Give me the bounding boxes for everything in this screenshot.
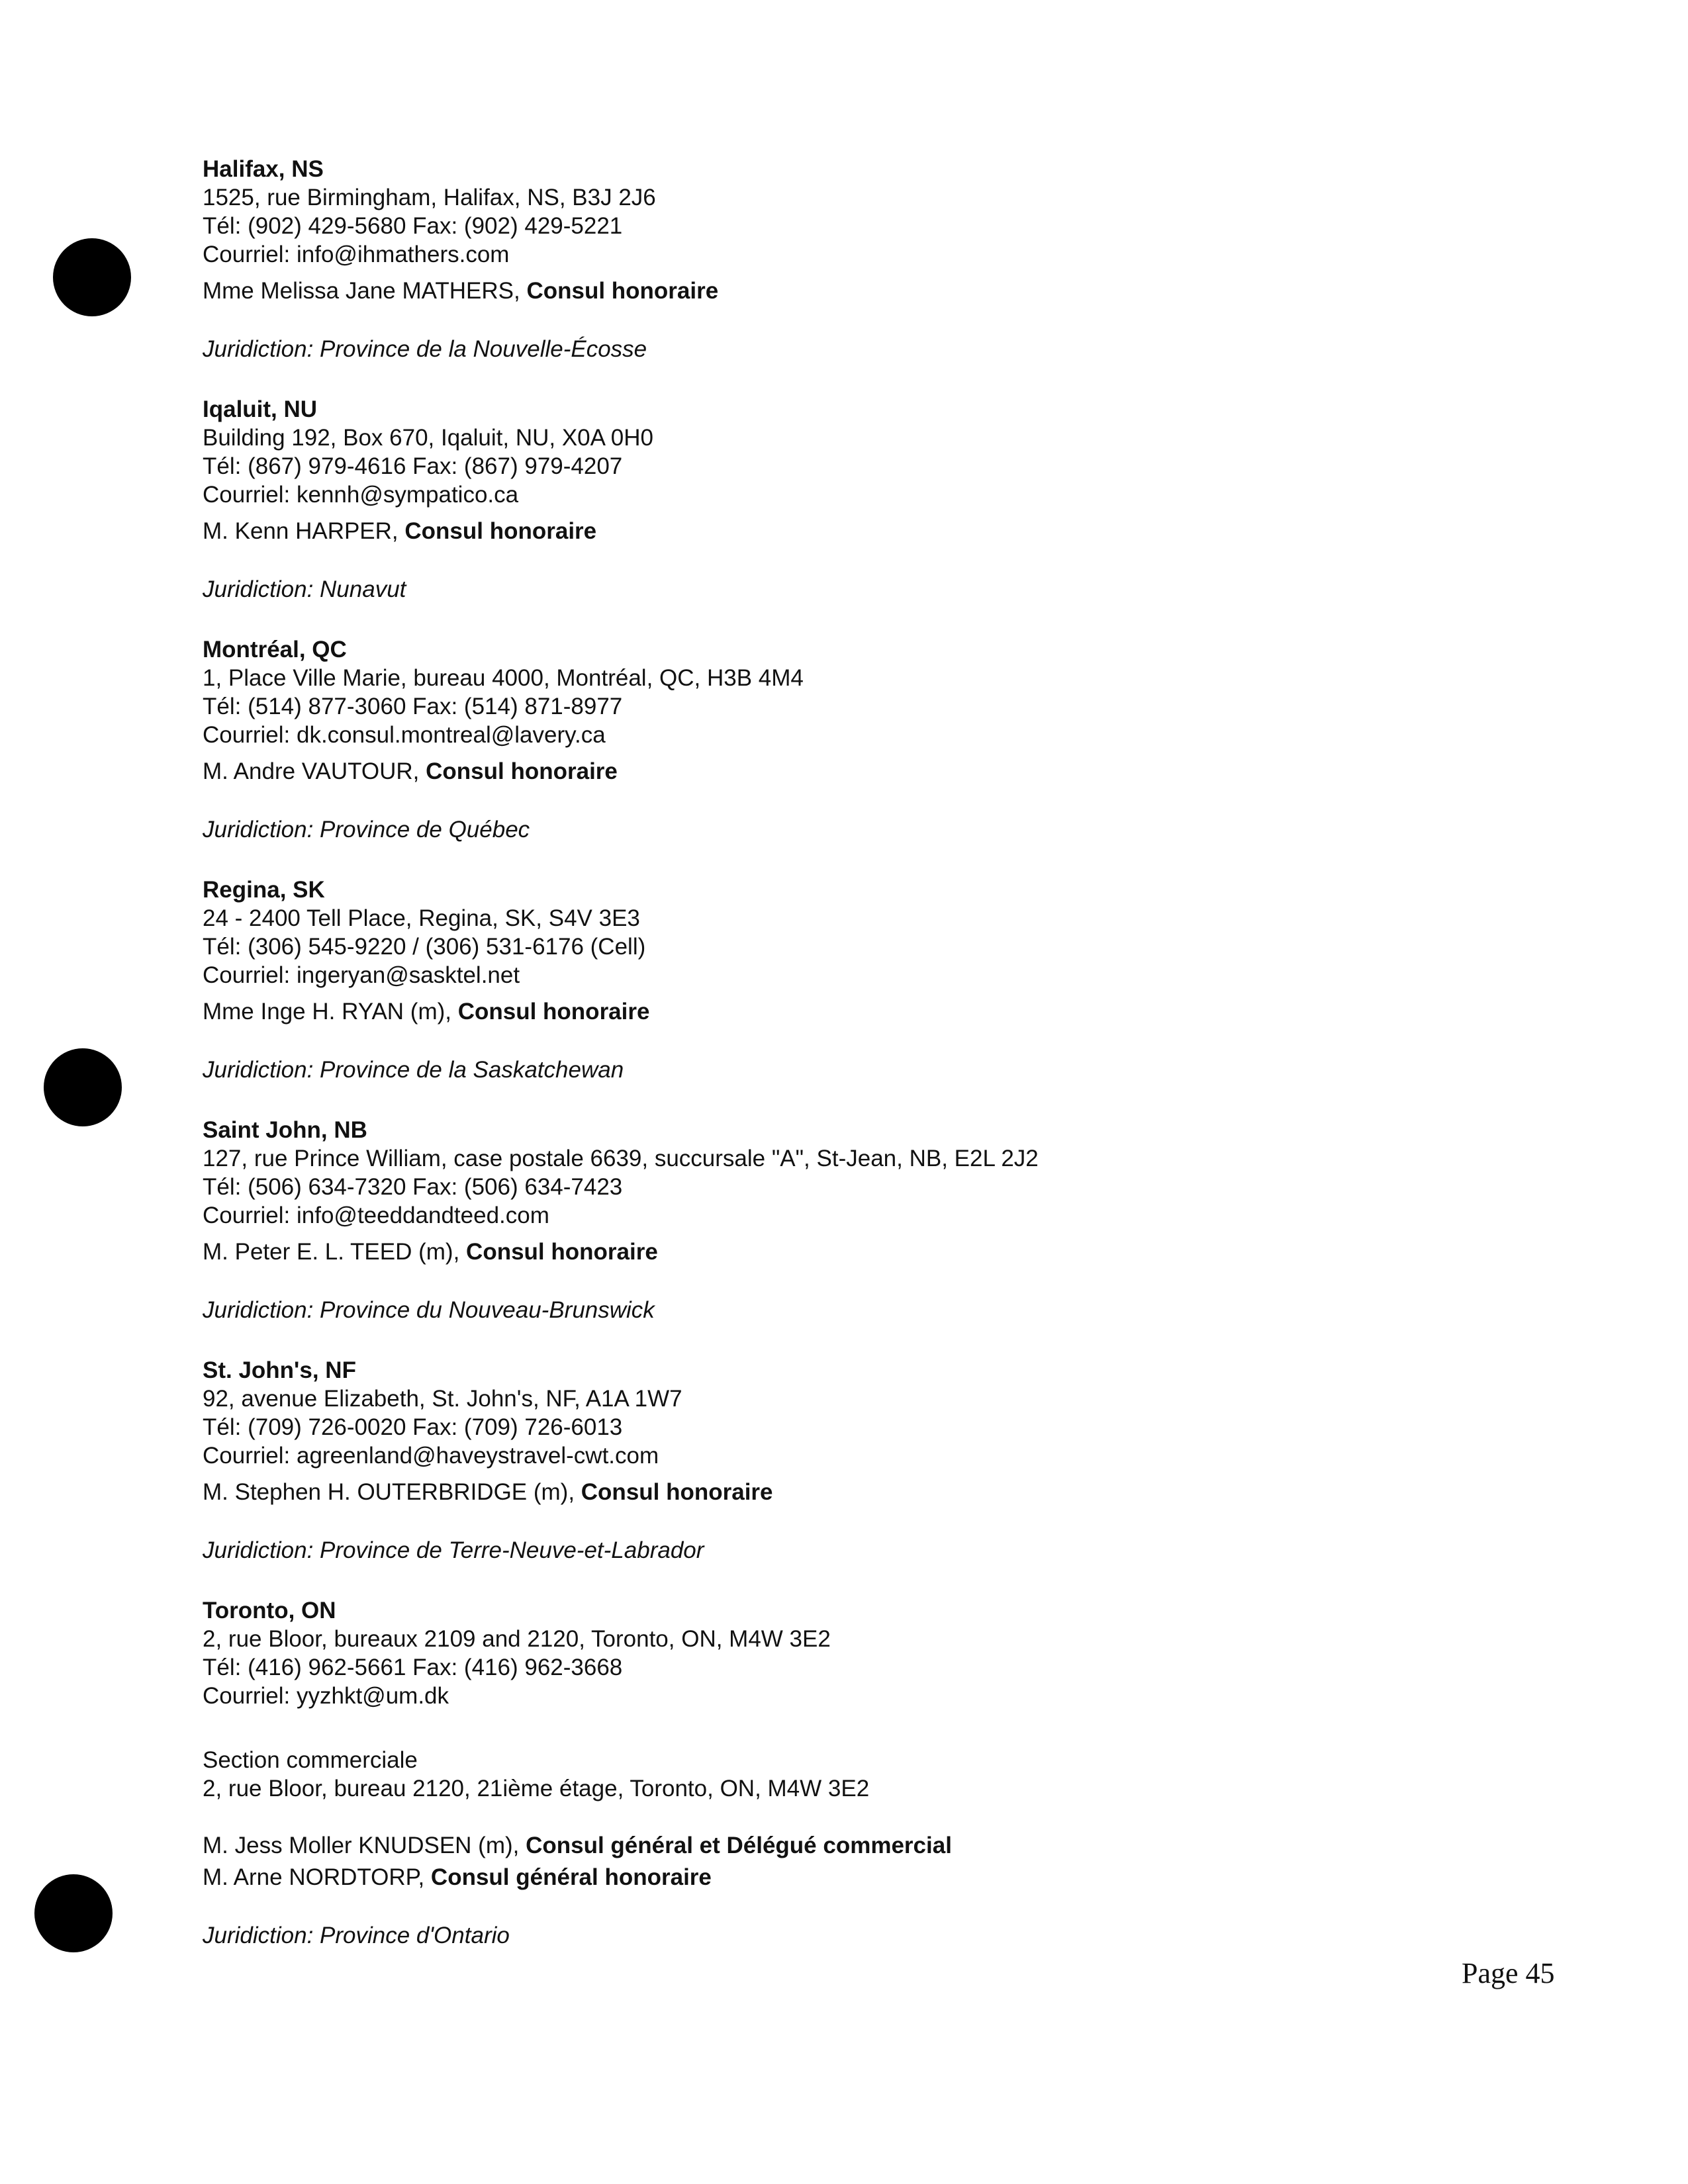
consul-name: M. Peter E. L. TEED (m), xyxy=(203,1239,467,1265)
jurisdiction: Juridiction: Nunavut xyxy=(203,576,406,602)
phone-fax: Tél: (416) 962-5661 Fax: (416) 962-3668 xyxy=(203,1655,623,1680)
punch-hole xyxy=(34,1874,113,1952)
consul-name: M. Kenn HARPER, xyxy=(203,518,405,544)
jurisdiction: Juridiction: Province de la Saskatchewan xyxy=(203,1057,624,1083)
address: 2, rue Bloor, bureaux 2109 and 2120, Toronto, ON, M4W 3E2 xyxy=(203,1626,831,1652)
city-heading: St. John's, NF xyxy=(203,1357,356,1383)
city-heading: Iqaluit, NU xyxy=(203,396,318,422)
consulate-entry-montreal xyxy=(203,635,1460,844)
city-heading: Halifax, NS xyxy=(203,156,324,182)
consul-title: Consul honoraire xyxy=(457,999,650,1024)
email: Courriel: ingeryan@sasktel.net xyxy=(203,962,520,988)
address: 1525, rue Birmingham, Halifax, NS, B3J 2J6 xyxy=(203,185,656,210)
consulate-entry-regina xyxy=(203,876,1460,1084)
email: Courriel: info@teeddandteed.com xyxy=(203,1203,549,1228)
consul-title: Consul honoraire xyxy=(466,1239,658,1265)
city-heading: Regina, SK xyxy=(203,877,325,903)
consul-title: Consul honoraire xyxy=(426,758,618,784)
consul-name: Mme Melissa Jane MATHERS, xyxy=(203,278,527,304)
consul-title: Consul général et Délégué commercial xyxy=(526,1833,952,1858)
consulate-entry-halifax xyxy=(203,155,1460,363)
consulate-entry-toronto xyxy=(203,1596,1460,1950)
phone-fax: Tél: (306) 545-9220 / (306) 531-6176 (Cell) xyxy=(203,934,646,960)
consul-title: Consul honoraire xyxy=(526,278,719,304)
consul-name: M. Jess Moller KNUDSEN (m), xyxy=(203,1833,526,1858)
city-heading: Montréal, QC xyxy=(203,637,347,662)
consul-line xyxy=(203,1863,1460,1891)
consul-name: M. Arne NORDTORP, xyxy=(203,1864,431,1890)
consul-line xyxy=(203,1831,1460,1860)
spacer xyxy=(203,1803,1460,1831)
city-heading: Toronto, ON xyxy=(203,1598,336,1623)
address: Building 192, Box 670, Iqaluit, NU, X0A 0H0 xyxy=(203,425,653,451)
consul-line xyxy=(203,757,1460,786)
spacer xyxy=(203,1710,1460,1746)
consul-line xyxy=(203,1238,1460,1266)
email: Courriel: dk.consul.montreal@lavery.ca xyxy=(203,722,606,748)
consul-line xyxy=(203,517,1460,545)
jurisdiction: Juridiction: Province de la Nouvelle-Écosse xyxy=(203,336,647,362)
consul-line xyxy=(203,1478,1460,1506)
consulate-entry-st-johns xyxy=(203,1356,1460,1565)
consul-name: M. Stephen H. OUTERBRIDGE (m), xyxy=(203,1479,581,1505)
phone-fax: Tél: (867) 979-4616 Fax: (867) 979-4207 xyxy=(203,453,623,479)
consul-name: Mme Inge H. RYAN (m), xyxy=(203,999,458,1024)
page-number: Page 45 xyxy=(1462,1957,1555,1989)
consul-name: M. Andre VAUTOUR, xyxy=(203,758,426,784)
email: Courriel: agreenland@haveystravel-cwt.com xyxy=(203,1443,659,1469)
phone-fax: Tél: (506) 634-7320 Fax: (506) 634-7423 xyxy=(203,1174,623,1200)
address: 92, avenue Elizabeth, St. John's, NF, A1A 1W7 xyxy=(203,1386,682,1412)
address: 127, rue Prince William, case postale 6639, succursale "A", St-Jean, NB, E2L 2J2 xyxy=(203,1146,1039,1171)
jurisdiction: Juridiction: Province de Terre-Neuve-et-Labrador xyxy=(203,1537,704,1563)
email: Courriel: info@ihmathers.com xyxy=(203,242,510,267)
punch-hole xyxy=(44,1048,122,1126)
address: 24 - 2400 Tell Place, Regina, SK, S4V 3E3 xyxy=(203,905,640,931)
consul-line xyxy=(203,997,1460,1026)
jurisdiction: Juridiction: Province du Nouveau-Brunswick xyxy=(203,1297,655,1323)
punch-hole xyxy=(53,238,131,316)
section-address: 2, rue Bloor, bureau 2120, 21ième étage, Toronto, ON, M4W 3E2 xyxy=(203,1776,870,1801)
consulate-entry-saint-john xyxy=(203,1116,1460,1324)
phone-fax: Tél: (902) 429-5680 Fax: (902) 429-5221 xyxy=(203,213,623,239)
section-label: Section commerciale xyxy=(203,1747,418,1773)
email: Courriel: kennh@sympatico.ca xyxy=(203,482,519,508)
phone-fax: Tél: (514) 877-3060 Fax: (514) 871-8977 xyxy=(203,694,623,719)
consul-title: Consul général honoraire xyxy=(430,1864,712,1890)
jurisdiction: Juridiction: Province d'Ontario xyxy=(203,1923,510,1948)
city-heading: Saint John, NB xyxy=(203,1117,367,1143)
jurisdiction: Juridiction: Province de Québec xyxy=(203,817,530,842)
address: 1, Place Ville Marie, bureau 4000, Montréal, QC, H3B 4M4 xyxy=(203,665,804,691)
consul-title: Consul honoraire xyxy=(581,1479,773,1505)
email: Courriel: yyzhkt@um.dk xyxy=(203,1683,449,1709)
consul-title: Consul honoraire xyxy=(404,518,597,544)
consul-line xyxy=(203,277,1460,305)
consulate-entry-iqaluit xyxy=(203,395,1460,604)
phone-fax: Tél: (709) 726-0020 Fax: (709) 726-6013 xyxy=(203,1414,623,1440)
